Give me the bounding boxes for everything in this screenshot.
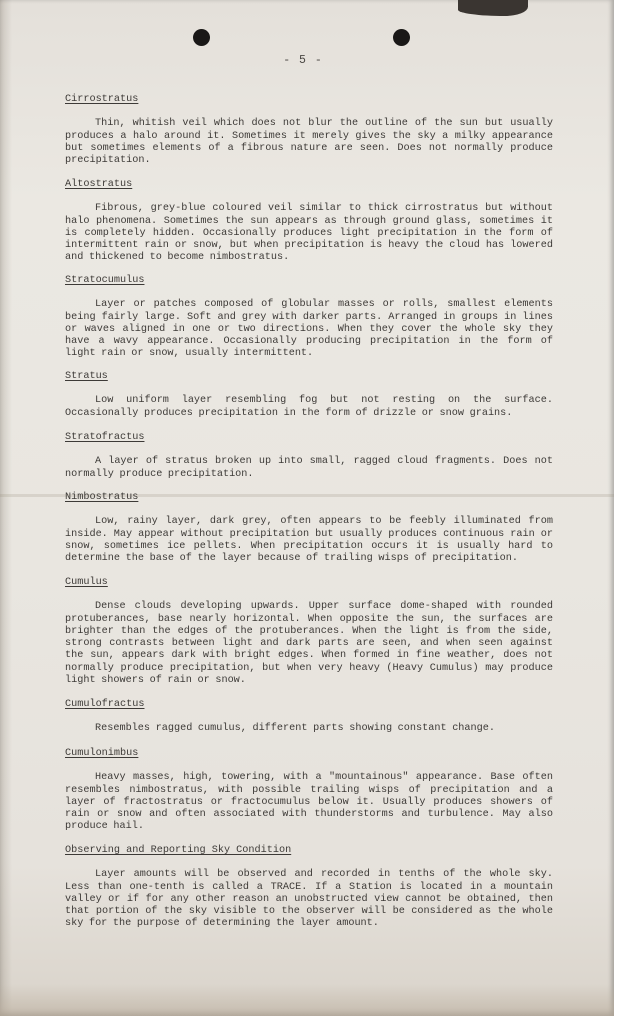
section-paragraph: Low, rainy layer, dark grey, often appears to be feebly illuminated from inside. May appear without precipitation but usually produces continuous rain or snow, sometimes ice pellets. When precipitation occurs it is usually hard to determine the base of the layer because of trailing wisps of precipitation. — [65, 516, 553, 564]
section-sky-condition — [65, 845, 553, 931]
section-paragraph: Heavy masses, high, towering, with a "mountainous" appearance. Base often resembles nimbostratus, with possible trailing wisps of precipitation and a layer of fractostratus or fractocumulus below it. Usually produces showers of rain or snow and often associated with thunderstorms and turbulence. May also produce hail. — [65, 772, 553, 833]
section-cirrostratus — [65, 94, 553, 167]
section-nimbostratus — [65, 492, 553, 565]
section-paragraph: Dense clouds developing upwards. Upper surface dome-shaped with rounded protuberances, base nearly horizontal. When opposite the sun, the surfaces are brighter than the edges of the protuberances. When the light is from the side, strong contrasts between light and dark parts are seen, and when seen against the sun, appears dark with bright edges. When formed in fine weather, does not normally produce precipitation, but when very heavy (Heavy Cumulus) may produce light showers of rain or snow. — [65, 601, 553, 686]
torn-corner — [458, 0, 528, 16]
section-altostratus — [65, 179, 553, 265]
page-number: - 5 - — [283, 54, 323, 67]
section-cumulonimbus — [65, 748, 553, 834]
section-stratofractus — [65, 432, 553, 481]
paper-edge-shadow — [0, 0, 12, 1016]
section-cumulus — [65, 577, 553, 687]
section-heading: Observing and Reporting Sky Condition — [65, 845, 292, 856]
section-heading: Stratocumulus — [65, 275, 145, 286]
section-heading: Stratus — [65, 371, 108, 382]
section-paragraph: Thin, whitish veil which does not blur the outline of the sun but usually produces a halo around it. Sometimes it merely gives the sky a milky appearance but sometimes elements of a fibrous nature are seen. Does not normally produce precipitation. — [65, 118, 553, 166]
section-stratocumulus — [65, 275, 553, 361]
section-heading: Cirrostratus — [65, 94, 139, 105]
section-paragraph: Resembles ragged cumulus, different parts showing constant change. — [95, 723, 495, 735]
section-heading: Altostratus — [65, 179, 133, 190]
section-paragraph: Layer amounts will be observed and recorded in tenths of the whole sky. Less than one-tenth is called a TRACE. If a Station is located in a mountain valley or if for any other reason an unobstructed view cannot be obtained, then that portion of the sky visible to the observer will be considered as the whole sky for the purpose of determining the layer amount. — [65, 869, 553, 930]
section-stratus — [65, 371, 553, 420]
section-paragraph: Low uniform layer resembling fog but not resting on the surface. Occasionally produces precipitation in the form of drizzle or snow grains. — [65, 395, 553, 419]
punch-hole-left — [193, 29, 210, 46]
section-cumulofractus — [65, 699, 553, 736]
section-heading: Cumulus — [65, 577, 108, 588]
paper-bottom-edge — [0, 984, 614, 1016]
punch-hole-right — [393, 29, 410, 46]
section-heading: Cumulonimbus — [65, 748, 139, 759]
section-paragraph: Fibrous, grey-blue coloured veil similar to thick cirrostratus but without halo phenomena. Sometimes the sun appears as through ground glass, sometimes it is completely hidden. Occasionally produces light precipitation in the form of intermittent rain or snow, but when precipitation is heavy the cloud has lowered and thickened to become nimbostratus. — [65, 203, 553, 264]
section-paragraph: Layer or patches composed of globular masses or rolls, smallest elements being fairly large. Soft and grey with darker parts. Arranged in groups in lines or waves aligned in one or two directions. When they cover the whole sky they have a wavy appearance. Occasionally producing precipitation in the form of light rain or snow, usually intermittent. — [65, 299, 553, 360]
section-heading: Cumulofractus — [65, 699, 145, 710]
section-heading: Stratofractus — [65, 432, 145, 443]
section-heading: Nimbostratus — [65, 492, 139, 503]
section-paragraph: A layer of stratus broken up into small, ragged cloud fragments. Does not normally produce precipitation. — [65, 456, 553, 480]
